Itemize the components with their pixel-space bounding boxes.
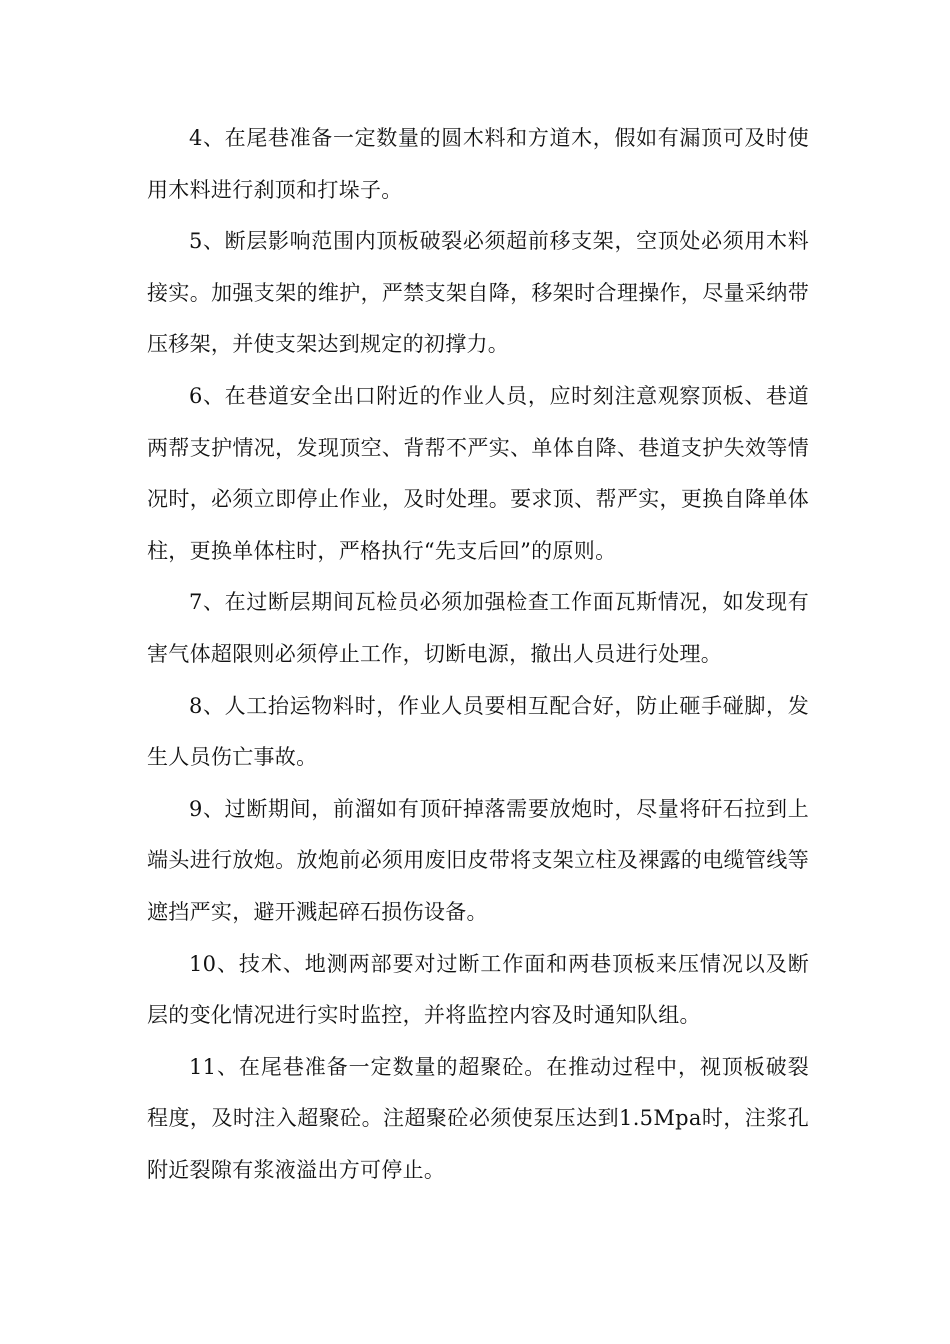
document-body xyxy=(147,113,809,1196)
paragraph-item-7: 7、在过断层期间瓦检员必须加强检查工作面瓦斯情况，如发现有害气体超限则必须停止工作，切断电源，撤出人员进行处理。 xyxy=(147,590,809,666)
paragraph-item-10: 10、技术、地测两部要对过断工作面和两巷顶板来压情况以及断层的变化情况进行实时监控，并将监控内容及时通知队组。 xyxy=(147,951,809,1028)
paragraph-item-4: 4、在尾巷准备一定数量的圆木料和方道木，假如有漏顶可及时使用木料进行刹顶和打垛子。 xyxy=(147,126,809,202)
paragraph-item-8: 8、人工抬运物料时，作业人员要相互配合好，防止砸手碰脚，发生人员伤亡事故。 xyxy=(147,693,809,770)
paragraph-item-5: 5、断层影响范围内顶板破裂必须超前移支架，空顶处必须用木料接实。加强支架的维护，严禁支架自降，移架时合理操作，尽量采纳带压移架，并使支架达到规定的初撑力。 xyxy=(147,229,809,357)
paragraph-item-11: 11、在尾巷准备一定数量的超聚砼。在推动过程中，视顶板破裂程度，及时注入超聚砼。注超聚砼必须使泵压达到1.5Mpa时，注浆孔附近裂隙有浆液溢出方可停止。 xyxy=(147,1054,809,1182)
paragraph-item-6: 6、在巷道安全出口附近的作业人员，应时刻注意观察顶板、巷道两帮支护情况，发现顶空、背帮不严实、单体自降、巷道支护失效等情况时，必须立即停止作业，及时处理。要求顶、帮严实，更换自降单体柱，更换单体柱时，严格执行“先支后回”的原则。 xyxy=(147,383,809,563)
paragraph-item-9: 9、过断期间，前溜如有顶矸掉落需要放炮时，尽量将矸石拉到上端头进行放炮。放炮前必须用废旧皮带将支架立柱及裸露的电缆管线等遮挡严实，避开溅起碎石损伤设备。 xyxy=(147,796,809,924)
